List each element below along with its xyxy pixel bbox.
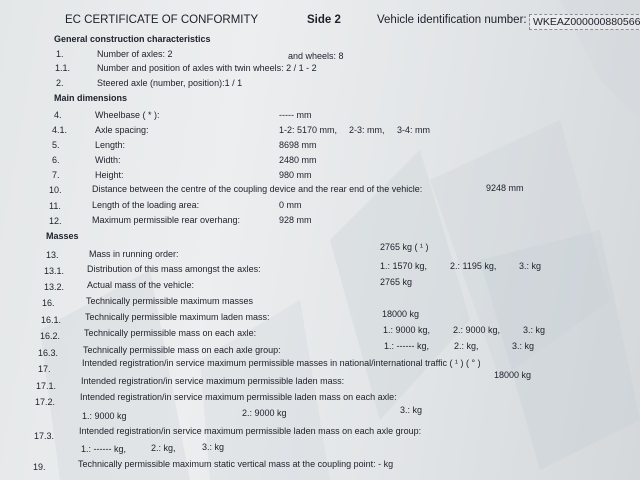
row-13-2-value: 2765 kg xyxy=(380,277,413,287)
row-17-1-value: 18000 kg xyxy=(494,370,532,380)
row-4-1-value-1: 1-2: 5170 mm, xyxy=(279,125,338,135)
row-12-label: Maximum permissible rear overhang: xyxy=(92,215,241,225)
row-7-value: 980 mm xyxy=(279,170,312,180)
row-1-value: and wheels: 8 xyxy=(288,51,344,61)
row-17-number: 17. xyxy=(38,364,51,374)
row-16-1-label: Technically permissible maximum laden mass: xyxy=(85,312,270,322)
row-1-label: Number of axles: 2 xyxy=(97,49,173,59)
side-number: Side 2 xyxy=(307,14,341,26)
row-13-value: 2765 kg ( ¹ ) xyxy=(380,242,429,252)
row-16-3-value-2: 2.: kg, xyxy=(454,341,479,351)
section-general: General construction characteristics xyxy=(54,34,211,44)
section-masses: Masses xyxy=(46,231,79,241)
row-13-2-label: Actual mass of the vehicle: xyxy=(87,280,195,290)
row-4-value: ----- mm xyxy=(279,110,312,120)
row-11-value: 0 mm xyxy=(279,200,302,210)
vin-value: WKEAZ000000880566 xyxy=(529,14,640,30)
row-13-1-value-3: 3.: kg xyxy=(519,261,542,271)
row-16-label: Technically permissible maximum masses xyxy=(86,296,254,306)
row-16-2-value-2: 2.: 9000 kg, xyxy=(453,325,501,335)
row-1-1-label: Number and position of axles with twin wheels: 2 / 1 - 2 xyxy=(97,63,317,73)
row-5-label: Length: xyxy=(95,140,126,150)
row-13-label: Mass in running order: xyxy=(89,249,179,259)
row-17-1-label: Intended registration/in service maximum permissible laden mass: xyxy=(81,376,345,386)
row-17-3-number: 17.3. xyxy=(34,431,55,441)
row-2-label: Steered axle (number, position):1 / 1 xyxy=(97,78,243,88)
row-16-2-value-3: 3.: kg xyxy=(523,325,546,335)
row-17-3-value-1: 1.: ------ kg, xyxy=(81,444,126,454)
row-16-2-label: Technically permissible mass on each axle: xyxy=(84,328,257,338)
row-13-1-value-1: 1.: 1570 kg, xyxy=(380,261,428,271)
row-17-1-number: 17.1. xyxy=(36,381,57,391)
row-16-2-number: 16.2. xyxy=(40,331,61,341)
row-17-2-number: 17.2. xyxy=(35,397,56,407)
row-16-1-number: 16.1. xyxy=(41,315,62,325)
row-16-number: 16. xyxy=(42,298,55,308)
section-dimensions: Main dimensions xyxy=(54,93,128,103)
row-17-2-value-2: 2.: 9000 kg xyxy=(242,408,287,418)
row-13-1-number: 13.1. xyxy=(44,266,65,276)
row-16-2-value-1: 1.: 9000 kg, xyxy=(383,325,431,335)
row-4-label: Wheelbase ( * ): xyxy=(95,110,160,120)
row-7-number: 7. xyxy=(52,170,60,180)
row-17-3-label: Intended registration/in service maximum permissible laden mass on each axle group: xyxy=(79,426,422,436)
row-11-label: Length of the loading area: xyxy=(92,200,200,210)
row-13-2-number: 13.2. xyxy=(44,282,65,292)
row-10-number: 10. xyxy=(49,185,62,195)
row-4-1-value-3: 3-4: mm xyxy=(397,125,431,135)
certificate-title: EC CERTIFICATE OF CONFORMITY xyxy=(65,14,259,26)
row-4-1-label: Axle spacing: xyxy=(95,125,149,135)
row-12-number: 12. xyxy=(49,216,62,226)
row-1-1-number: 1.1. xyxy=(55,63,71,73)
row-17-2-value-1: 1.: 9000 kg xyxy=(82,411,127,421)
row-7-label: Height: xyxy=(95,170,124,180)
row-5-number: 5. xyxy=(52,140,60,150)
row-17-3-value-3: 3.: kg xyxy=(202,442,225,452)
vin-label: Vehicle identification number: xyxy=(377,14,527,26)
row-4-1-number: 4.1. xyxy=(52,125,68,135)
row-6-label: Width: xyxy=(95,155,121,165)
row-19-number: 19. xyxy=(33,462,46,472)
row-1-number: 1. xyxy=(56,49,64,59)
row-11-number: 11. xyxy=(49,201,61,211)
row-17-2-label: Intended registration/in service maximum permissible laden mass on each axle: xyxy=(80,392,397,402)
row-13-1-value-2: 2.: 1195 kg, xyxy=(450,261,497,271)
row-5-value: 8698 mm xyxy=(279,140,317,150)
row-6-value: 2480 mm xyxy=(279,155,317,165)
row-16-3-number: 16.3. xyxy=(38,348,59,358)
row-12-value: 928 mm xyxy=(279,215,312,225)
row-2-number: 2. xyxy=(56,78,64,88)
row-16-3-label: Technically permissible mass on each axle group: xyxy=(83,345,281,355)
row-17-2-value-3: 3.: kg xyxy=(400,405,423,415)
row-6-number: 6. xyxy=(52,155,60,165)
row-10-value: 9248 mm xyxy=(486,183,524,193)
row-16-1-value: 18000 kg xyxy=(382,309,420,319)
row-10-label: Distance between the centre of the coupling device and the rear end of the vehicle: xyxy=(92,184,423,194)
row-19-label: Technically permissible maximum static vertical mass at the coupling point: - kg xyxy=(78,459,394,469)
row-16-3-value-1: 1.: ------ kg, xyxy=(384,341,429,351)
row-17-3-value-2: 2.: kg, xyxy=(151,443,176,453)
row-4-number: 4. xyxy=(54,110,62,120)
row-13-1-label: Distribution of this mass amongst the axles: xyxy=(87,264,261,274)
row-13-number: 13. xyxy=(46,250,59,260)
row-16-3-value-3: 3.: kg xyxy=(512,341,535,351)
row-4-1-value-2: 2-3: mm, xyxy=(349,125,385,135)
row-17-label: Intended registration/in service maximum permissible masses in national/international traffic ( ¹ ) ( ° ) xyxy=(82,358,481,368)
